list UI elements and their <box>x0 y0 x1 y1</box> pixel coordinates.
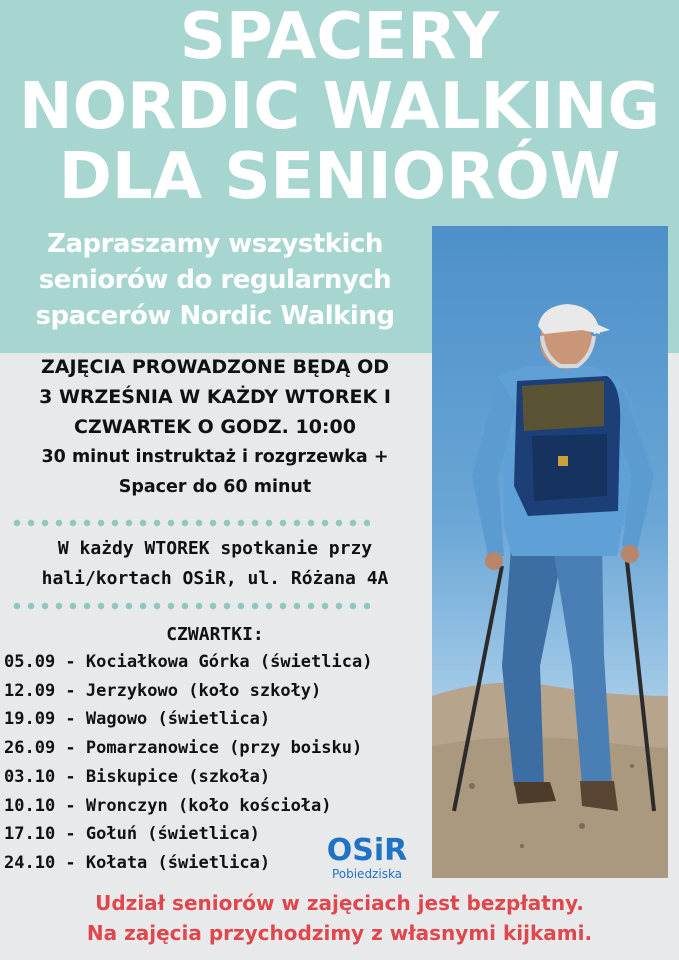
schedule-line-4: 30 minut instruktaż i rozgrzewka + <box>41 447 389 467</box>
invitation-line-1: Zapraszamy wszystkich <box>47 229 383 259</box>
title-line-1: SPACERY <box>179 0 500 74</box>
invitation-line-3: spacerów Nordic Walking <box>35 301 395 331</box>
senior-nordic-walker-photo <box>432 226 668 878</box>
schedule-line-5: Spacer do 60 minut <box>118 477 312 497</box>
schedule-line-1: ZAJĘCIA PROWADZONE BĘDĄ OD <box>40 356 390 378</box>
list-item: 05.09 - Kociałkowa Górka (świetlica) <box>4 652 373 672</box>
dotted-divider-1 <box>10 519 370 527</box>
footer-line-1: Udział seniorów w zajęciach jest bezpłatny. <box>95 891 584 915</box>
list-item: 17.10 - Gołuń (świetlica) <box>4 824 260 845</box>
osir-logo-graphic <box>318 826 416 884</box>
invitation-text <box>0 226 430 334</box>
list-item: 10.10 - Wronczyn (koło kościoła) <box>4 795 332 816</box>
footer-line-2: Na zajęcia przychodzimy z własnymi kijkami. <box>86 921 593 945</box>
schedule-line-3: CZWARTEK O GODZ. 10:00 <box>74 416 356 438</box>
osir-logo <box>318 826 416 884</box>
schedule-line-2: 3 WRZEŚNIA W KAŻDY WTOREK I <box>39 386 391 408</box>
tuesday-line-1: W każdy WTOREK spotkanie przy <box>57 538 373 559</box>
osir-logo-subtext: Pobiedziska <box>331 867 403 881</box>
list-item: 12.09 - Jerzykowo (koło szkoły) <box>4 680 322 701</box>
footer-notice <box>0 888 679 948</box>
list-item: 03.10 - Biskupice (szkoła) <box>4 766 271 787</box>
tuesday-line-2: hali/kortach OSiR, ul. Różana 4A <box>41 568 389 589</box>
invitation-line-2: seniorów do regularnych <box>38 265 392 295</box>
dotted-divider-2 <box>10 602 370 610</box>
poster-title <box>0 2 679 212</box>
osir-logo-text: OSiR <box>326 833 408 868</box>
title-line-3: DLA SENIORÓW <box>58 140 621 214</box>
list-item: 24.10 - Kołata (świetlica) <box>4 852 271 873</box>
tuesday-meeting-info <box>0 534 430 594</box>
list-item: 19.09 - Wagowo (świetlica) <box>4 709 271 730</box>
thursdays-heading: CZWARTKI: <box>166 624 264 645</box>
walker-illustration <box>432 226 668 878</box>
schedule-info <box>0 352 430 502</box>
list-item: 26.09 - Pomarzanowice (przy boisku) <box>4 738 363 759</box>
title-line-2: NORDIC WALKING <box>19 70 660 144</box>
